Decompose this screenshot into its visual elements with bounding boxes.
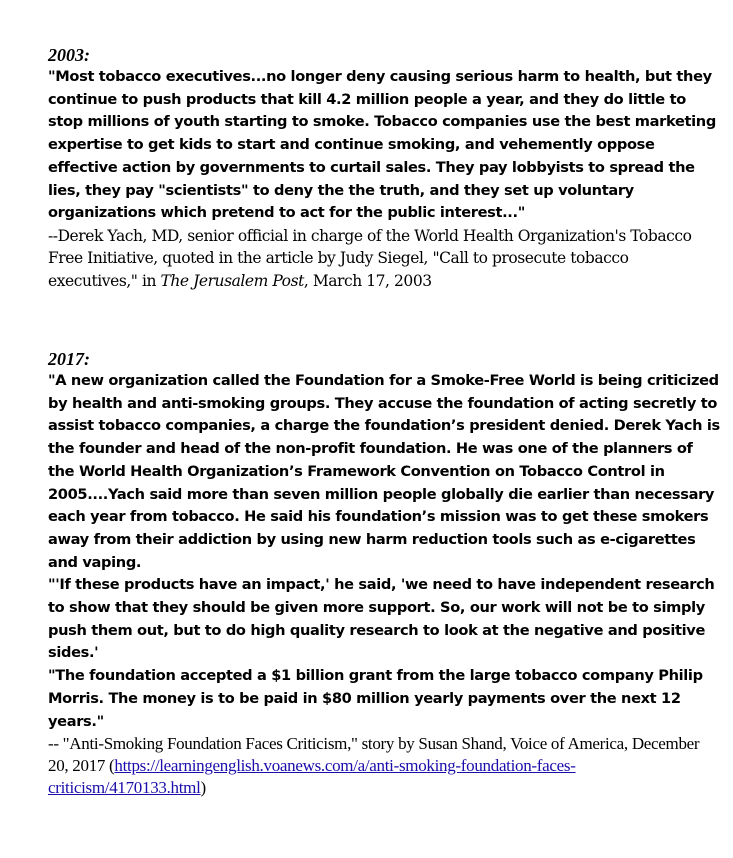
- attribution-closing: ): [200, 778, 206, 798]
- year-heading: 2017:: [48, 349, 90, 369]
- quote-paragraph: "A new organization called the Foundation for a Smoke-Free World is being criticized by health and anti-smoking groups. They accuse the foundation of acting secretly to assist tobacco companies, a charge the foundation’s president denied. Derek Yach is the founder and head of the non-profit foundation. He was one of the planners of the World Health Organization’s Framework Convention on Tobacco Control in 2005....Yach said more than seven million people globally die earlier than necessary each year from tobacco. He said his foundation’s mission was to get these smokers away from their addiction by using new harm reduction tools such as e-cigarettes and vaping.: [48, 372, 720, 571]
- attribution: [48, 225, 720, 293]
- attribution-date: , March 17, 2003: [303, 271, 432, 290]
- attribution-text: -- "Anti-Smoking Foundation Faces Criticism," story by Susan Shand, Voice of America, December 20, 2017 (: [48, 734, 700, 776]
- year-heading: 2003:: [48, 45, 90, 65]
- quote-paragraph: "'If these products have an impact,' he said, 'we need to have independent research to show that they should be given more support. So, our work will not be to simply push them out, but to do high quality research to look at the negative and positive sides.': [48, 576, 715, 662]
- section-2017: [48, 348, 720, 799]
- quote-paragraph: "The foundation accepted a $1 billion grant from the large tobacco company Philip Morris. The money is to be paid in $80 million yearly payments over the next 12 years.": [48, 667, 703, 730]
- publication-title: The Jerusalem Post: [160, 271, 304, 290]
- source-link[interactable]: https://learningenglish.voanews.com/a/anti-smoking-foundation-faces-criticism/4170133.html: [48, 756, 576, 798]
- quote-text: "Most tobacco executives...no longer deny causing serious harm to health, but they continue to push products that kill 4.2 million people a year, and they do little to stop millions of youth starting to smoke. Tobacco companies use the best marketing expertise to get kids to start and continue smoking, and vehemently oppose effective action by governments to curtail sales. They pay lobbyists to spread the lies, they pay "scientists" to deny the the truth, and they set up voluntary organizations which pretend to act for the public interest...": [48, 68, 716, 222]
- section-2003: [48, 44, 720, 292]
- attribution-text: --Derek Yach, MD, senior official in charge of the World Health Organization's Tobacco Free Initiative, quoted in the article by Judy Siegel, "Call to prosecute tobacco executives," in: [48, 226, 692, 290]
- attribution: [48, 733, 720, 799]
